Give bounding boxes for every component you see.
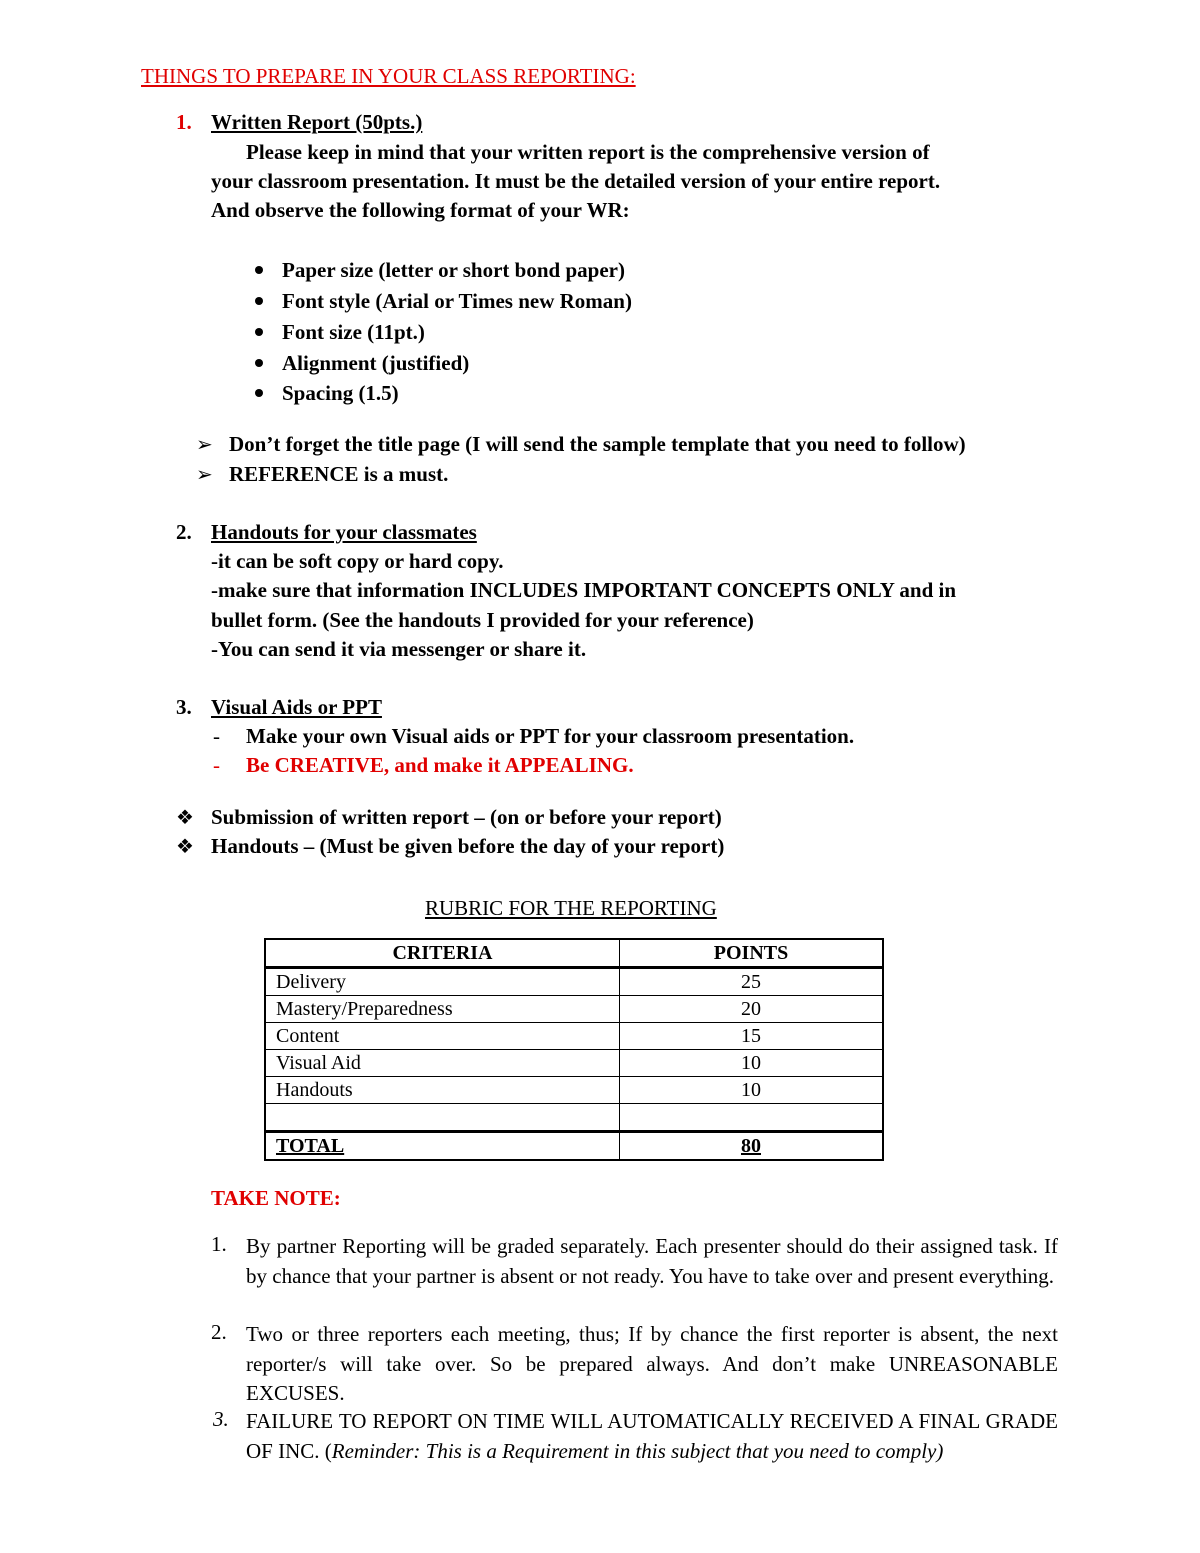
points-cell: 10 [620,1050,884,1077]
rubric-header-points: POINTS [620,939,884,968]
note-item-3 [246,1407,1058,1466]
section-3-item-1: Make your own Visual aids or PPT for your classroom presentation. [246,724,855,748]
points-cell [620,1104,884,1132]
format-item: Alignment (justified) [282,351,470,375]
arrow-bullet-icon: ➢ [196,462,213,486]
criteria-cell: Handouts [265,1077,620,1104]
rubric-header-criteria: CRITERIA [265,939,620,968]
note-number: 3. [213,1407,229,1431]
take-note-title: TAKE NOTE: [211,1186,341,1210]
bullet-dot-icon [255,328,263,336]
bullet-dot-icon [255,297,263,305]
dash-marker: - [213,753,220,777]
table-row [265,1023,883,1050]
arrow-item: Don’t forget the title page (I will send the sample template that you need to follow) [229,432,966,456]
table-row [265,996,883,1023]
submission-item: Submission of written report – (on or before your report) [211,805,722,829]
table-row [265,1077,883,1104]
section-1-paragraph-line-2: your classroom presentation. It must be the detailed version of your entire report. [211,169,941,193]
section-3-number: 3. [176,695,192,719]
diamond-bullet-icon: ❖ [176,834,194,858]
criteria-cell: Content [265,1023,620,1050]
total-points: 80 [620,1132,884,1161]
section-2-number: 2. [176,520,192,544]
section-3-title: Visual Aids or PPT [211,695,382,719]
section-1-paragraph-line-1: Please keep in mind that your written report is the comprehensive version of [246,140,930,164]
section-1-title: Written Report (50pts.) [211,110,423,134]
rubric-total-row [265,1132,883,1161]
diamond-bullet-icon: ❖ [176,805,194,829]
total-label: TOTAL [265,1132,620,1161]
section-2-line-1: -it can be soft copy or hard copy. [211,549,504,573]
criteria-cell: Visual Aid [265,1050,620,1077]
points-cell: 10 [620,1077,884,1104]
criteria-cell: Mastery/Preparedness [265,996,620,1023]
bullet-dot-icon [255,389,263,397]
points-cell: 15 [620,1023,884,1050]
points-cell: 25 [620,968,884,996]
section-3-item-2: Be CREATIVE, and make it APPEALING. [246,753,634,777]
section-1-number: 1. [176,110,192,134]
format-item: Spacing (1.5) [282,381,399,405]
table-row [265,968,883,996]
arrow-item: REFERENCE is a must. [229,462,449,486]
format-item: Paper size (letter or short bond paper) [282,258,625,282]
bullet-dot-icon [255,266,263,274]
note-item-3-text: FAILURE TO REPORT ON TIME WILL AUTOMATICALLY RECEIVED A FINAL GRADE OF INC. ( [246,1409,1058,1463]
points-cell: 20 [620,996,884,1023]
section-2-line-4: -You can send it via messenger or share it. [211,637,587,661]
note-item-2: Two or three reporters each meeting, thus; If by chance the first reporter is absent, the next reporter/s will take over. So be prepared always. And don’t make UNREASONABLE EXCUSES. [246,1322,1058,1405]
dash-marker: - [213,724,220,748]
table-row [265,1050,883,1077]
rubric-header-row [265,939,883,968]
rubric-table [264,938,884,1161]
section-1-paragraph-line-3: And observe the following format of your WR: [211,198,630,222]
criteria-cell: Delivery [265,968,620,996]
note-number: 2. [211,1320,227,1344]
arrow-bullet-icon: ➢ [196,432,213,456]
note-item-1: By partner Reporting will be graded separately. Each presenter should do their assigned task. If by chance that your partner is absent or not ready. You have to take over and present everything. [246,1234,1058,1288]
format-item: Font size (11pt.) [282,320,425,344]
note-item-3-reminder: Reminder: This is a Requirement in this subject that you need to comply) [331,1438,944,1463]
document-heading: THINGS TO PREPARE IN YOUR CLASS REPORTING: [141,64,636,88]
section-2-title: Handouts for your classmates [211,520,477,544]
table-row-empty [265,1104,883,1132]
note-number: 1. [211,1232,227,1256]
format-item: Font style (Arial or Times new Roman) [282,289,632,313]
section-2-line-2: -make sure that information INCLUDES IMPORTANT CONCEPTS ONLY and in [211,578,957,602]
submission-item: Handouts – (Must be given before the day of your report) [211,834,725,858]
bullet-dot-icon [255,359,263,367]
rubric-title: RUBRIC FOR THE REPORTING [425,896,717,920]
criteria-cell [265,1104,620,1132]
section-2-line-3: bullet form. (See the handouts I provided for your reference) [211,608,754,632]
